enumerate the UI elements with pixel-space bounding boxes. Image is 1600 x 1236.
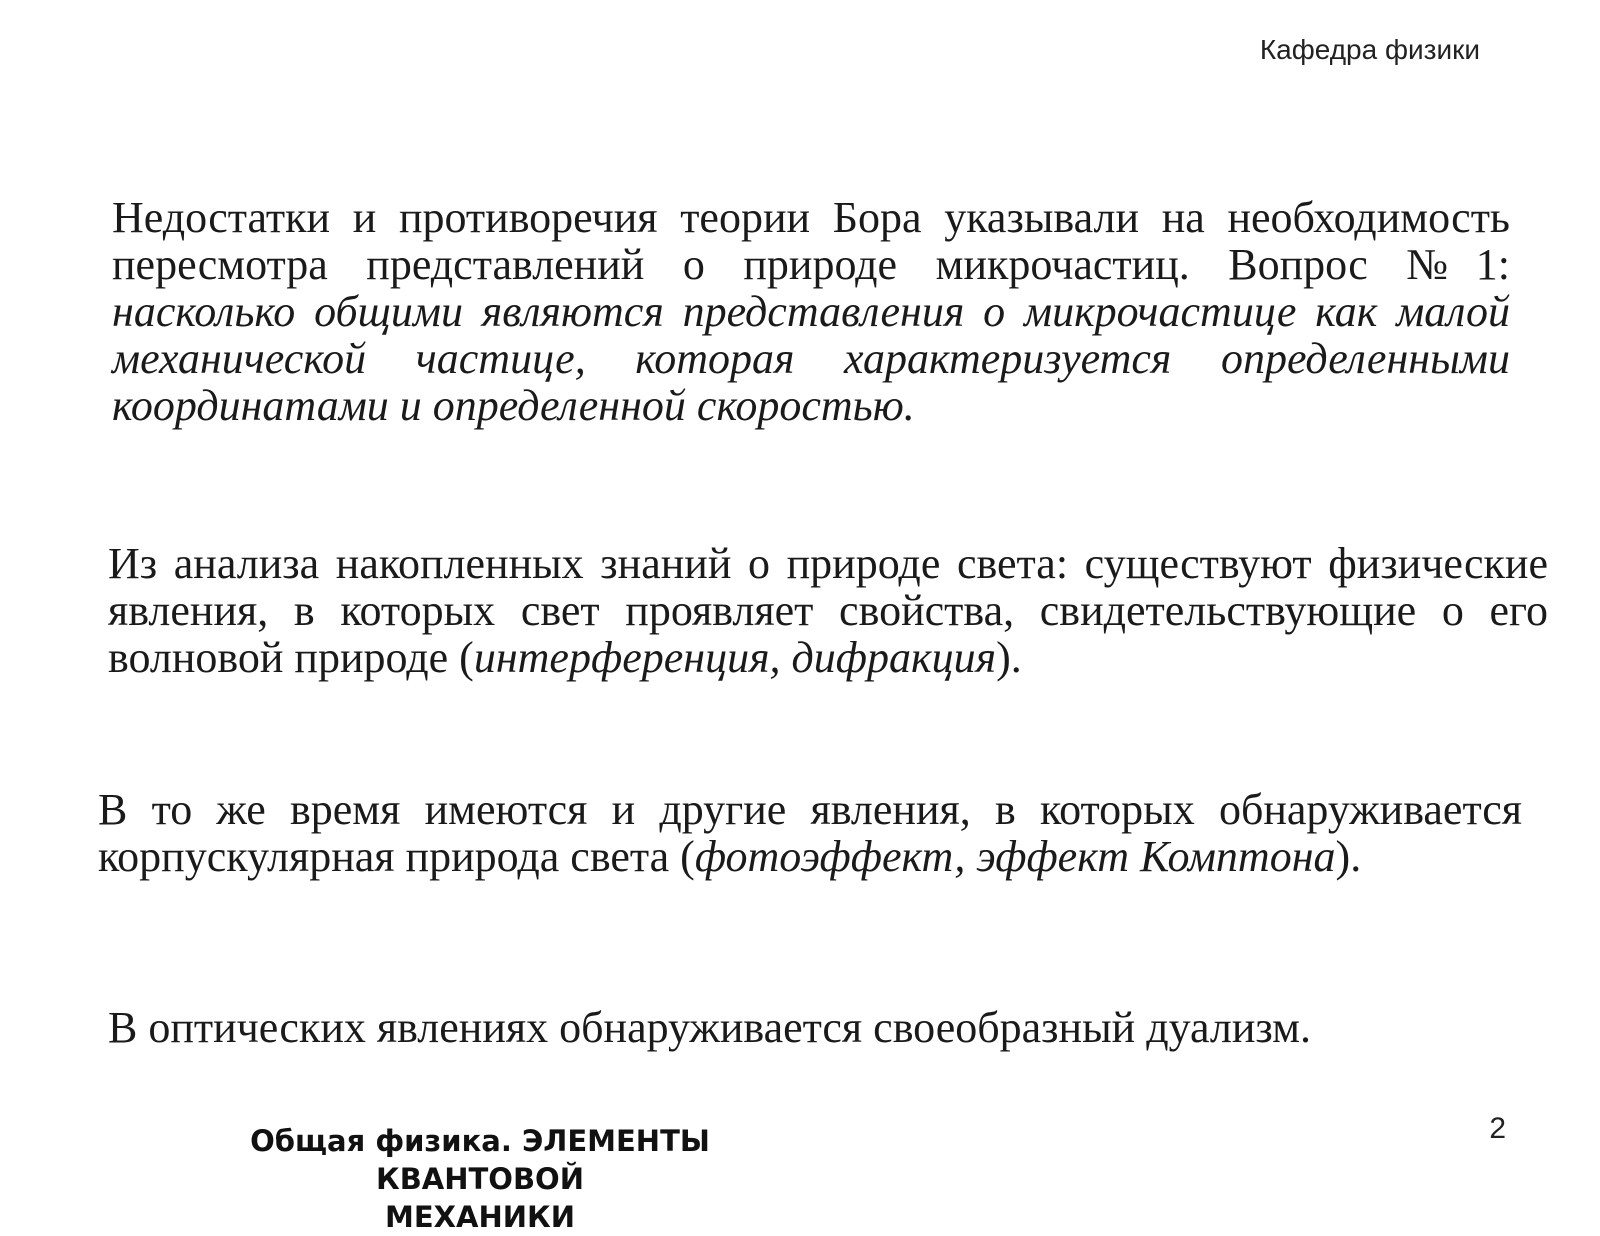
paragraph-text: Из анализа накопленных знаний о природе света: существуют физические явления, в которых свет проявляет свойства, свидетельствующие о его волновой природе ( [108, 539, 1548, 682]
paragraph-bohr-theory [112, 194, 1510, 429]
footer-title-line2: МЕХАНИКИ [385, 1200, 575, 1234]
paragraph-italic-terms: интерференция, дифракция [473, 633, 997, 682]
paragraph-italic-question: насколько общими являются представления о микрочастице как малой механической частице, которая характеризуется определенными координатами и определенной скоростью. [112, 287, 1510, 430]
department-header: Кафедра физики [1259, 34, 1480, 65]
paragraph-text: Недостатки и противоречия теории Бора указывали на необходимость пересмотра представлений о природе микрочастиц. Вопрос №1: [112, 193, 1510, 289]
paragraph-text: В оптических явлениях обнаруживается своеобразный дуализм. [108, 1003, 1312, 1052]
paragraph-text: В то же время имеются и другие явления, в которых обнаруживается корпускулярная природа света ( [98, 785, 1522, 881]
paragraph-dualism [108, 1004, 1528, 1051]
paragraph-corpuscular-nature [98, 786, 1522, 880]
paragraph-wave-nature [108, 540, 1548, 681]
footer-title-line1: Общая физика. ЭЛЕМЕНТЫ КВАНТОВОЙ [250, 1124, 710, 1196]
paragraph-italic-terms: фотоэффект, эффект Комптона [694, 832, 1336, 881]
footer-course-title [150, 1122, 810, 1236]
paragraph-end: ). [1335, 832, 1362, 881]
paragraph-end: ). [996, 633, 1022, 682]
page-number: 2 [1489, 1112, 1506, 1145]
